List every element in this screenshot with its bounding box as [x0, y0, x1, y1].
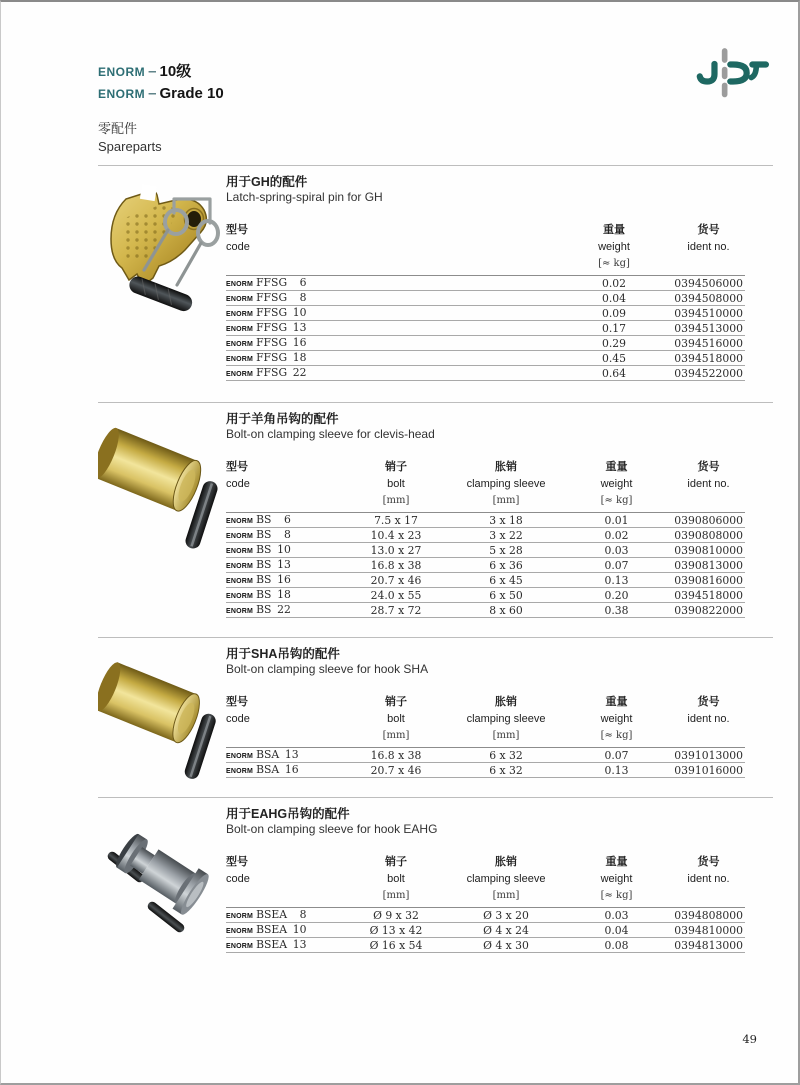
row-weight: 0.38 — [561, 603, 672, 618]
section-gh-spareparts — [98, 165, 773, 402]
row-size: 16 — [284, 763, 299, 776]
table-row — [226, 351, 745, 366]
row-series: BS — [256, 603, 272, 616]
row-sleeve: 6 x 36 — [451, 558, 561, 573]
row-ident: 0390806000 — [672, 513, 745, 528]
brand-wordmark: enorm — [226, 277, 254, 289]
brand-wordmark: enorm — [226, 939, 254, 951]
row-sleeve: Ø 4 x 24 — [451, 923, 561, 938]
column-header-clamping-sleeve: 胀销 clamping sleeve [mm] — [451, 853, 561, 908]
row-series: BSA — [256, 748, 280, 761]
row-sleeve: 3 x 22 — [451, 528, 561, 543]
column-header-bolt: 销子 bolt [mm] — [341, 693, 451, 748]
brand-wordmark: enorm — [226, 544, 254, 556]
table-row — [226, 908, 745, 923]
row-bolt: 24.0 x 55 — [341, 588, 451, 603]
row-series: BS — [256, 573, 272, 586]
row-ident: 0394516000 — [672, 336, 745, 351]
row-size: 16 — [277, 573, 291, 586]
section-divider — [98, 637, 773, 638]
brand-wordmark: enorm — [226, 604, 254, 616]
row-weight: 0.13 — [561, 763, 672, 778]
grade-cn: 10级 — [159, 63, 192, 80]
row-bolt: 13.0 x 27 — [341, 543, 451, 558]
row-weight: 0.64 — [556, 366, 672, 381]
row-bolt: 20.7 x 46 — [341, 573, 451, 588]
brand-wordmark: enorm — [226, 352, 254, 364]
table-row — [226, 603, 745, 618]
table-row — [226, 276, 745, 291]
row-series: BSEA — [256, 908, 288, 921]
brand-wordmark: enorm — [226, 307, 254, 319]
row-bolt: Ø 9 x 32 — [341, 908, 451, 923]
row-sleeve: 6 x 50 — [451, 588, 561, 603]
row-weight: 0.20 — [561, 588, 672, 603]
row-weight: 0.03 — [561, 543, 672, 558]
row-ident: 0394518000 — [672, 351, 745, 366]
row-ident: 0394813000 — [672, 938, 745, 953]
table-row — [226, 573, 745, 588]
table-row — [226, 336, 745, 351]
page-title-line2 — [98, 82, 224, 104]
row-series: BSA — [256, 763, 280, 776]
brand-wordmark: enorm — [226, 529, 254, 541]
row-series: BS — [256, 528, 272, 541]
product-photo-clamping-sleeve-bsa — [98, 645, 226, 795]
row-size: 8 — [283, 528, 291, 541]
row-ident: 0390810000 — [672, 543, 745, 558]
product-photo-clamping-sleeve-bsea — [98, 805, 226, 962]
table-row — [226, 543, 745, 558]
row-series: BS — [256, 543, 272, 556]
row-series: BS — [256, 588, 272, 601]
column-header-ident: 货号 ident no. — [672, 693, 745, 748]
table-row — [226, 513, 745, 528]
row-sleeve: 3 x 18 — [451, 513, 561, 528]
table-row — [226, 558, 745, 573]
brand-wordmark: enorm — [226, 367, 254, 379]
row-size: 13 — [292, 321, 307, 334]
row-bolt: 10.4 x 23 — [341, 528, 451, 543]
subtitle-cn: 零配件 — [98, 121, 138, 136]
brand-wordmark: enorm — [226, 292, 254, 304]
row-series: BS — [256, 513, 272, 526]
row-weight: 0.17 — [556, 321, 672, 336]
table-header-row — [226, 853, 745, 908]
jdt-logo-icon — [694, 47, 770, 104]
row-weight: 0.03 — [561, 908, 672, 923]
row-bolt: Ø 13 x 42 — [341, 923, 451, 938]
section-title-en: Bolt-on clamping sleeve for clevis-head — [226, 427, 435, 441]
row-bolt: 28.7 x 72 — [341, 603, 451, 618]
row-size: 10 — [277, 543, 291, 556]
row-sleeve: 5 x 28 — [451, 543, 561, 558]
brand-wordmark: enorm — [226, 749, 254, 761]
row-ident: 0394808000 — [672, 908, 745, 923]
table-row — [226, 588, 745, 603]
section-title-en: Bolt-on clamping sleeve for hook SHA — [226, 662, 429, 676]
spareparts-table-bsa — [226, 693, 745, 778]
table-row — [226, 748, 745, 763]
row-series: BSEA — [256, 938, 288, 951]
column-header-clamping-sleeve: 胀销 clamping sleeve [mm] — [451, 693, 561, 748]
table-header-row — [226, 458, 745, 513]
row-weight: 0.02 — [561, 528, 672, 543]
row-size: 13 — [277, 558, 291, 571]
section-divider — [98, 402, 773, 403]
row-size: 22 — [292, 366, 307, 379]
row-series: FFSG — [256, 351, 288, 364]
row-sleeve: 6 x 32 — [451, 763, 561, 778]
section-divider — [98, 165, 773, 166]
row-ident: 0391013000 — [672, 748, 745, 763]
row-ident: 0394510000 — [672, 306, 745, 321]
row-weight: 0.45 — [556, 351, 672, 366]
column-header-clamping-sleeve: 胀销 clamping sleeve [mm] — [451, 458, 561, 513]
section-bs-clevis-head — [98, 402, 773, 637]
row-sleeve: 6 x 32 — [451, 748, 561, 763]
row-size: 6 — [299, 276, 307, 289]
row-weight: 0.13 — [561, 573, 672, 588]
brand-wordmark: enorm — [226, 589, 254, 601]
row-series: FFSG — [256, 321, 288, 334]
table-header-row — [226, 693, 745, 748]
row-size: 18 — [292, 351, 307, 364]
row-size: 18 — [277, 588, 291, 601]
section-title-en: Bolt-on clamping sleeve for hook EAHG — [226, 822, 438, 836]
jdt-logo-graphic — [694, 47, 770, 99]
table-row — [226, 306, 745, 321]
column-header-code: 型号 code — [226, 458, 341, 513]
row-ident: 0394810000 — [672, 923, 745, 938]
title-dash: – — [148, 63, 157, 80]
row-bolt: 16.8 x 38 — [341, 558, 451, 573]
table-row — [226, 366, 745, 381]
column-header-weight: 重量 weight [≈ kg] — [561, 458, 672, 513]
row-series: FFSG — [256, 336, 288, 349]
subtitle-en: Spareparts — [98, 139, 162, 154]
row-weight: 0.09 — [556, 306, 672, 321]
row-ident: 0394518000 — [672, 588, 745, 603]
row-ident: 0394513000 — [672, 321, 745, 336]
row-sleeve: 6 x 45 — [451, 573, 561, 588]
brand-wordmark: enorm — [226, 322, 254, 334]
section-title-cn: 用于SHA吊钩的配件 — [226, 647, 340, 661]
row-size: 10 — [292, 923, 307, 936]
row-ident: 0391016000 — [672, 763, 745, 778]
row-size: 10 — [292, 306, 307, 319]
row-series: FFSG — [256, 276, 288, 289]
section-title-en: Latch-spring-spiral pin for GH — [226, 190, 383, 204]
row-series: FFSG — [256, 306, 288, 319]
brand-wordmark: enorm — [226, 764, 254, 776]
row-ident: 0394506000 — [672, 276, 745, 291]
column-header-bolt: 销子 bolt [mm] — [341, 853, 451, 908]
section-divider — [98, 797, 773, 798]
row-ident: 0390813000 — [672, 558, 745, 573]
column-header-weight: 重量 weight [≈ kg] — [561, 693, 672, 748]
spareparts-table-gh — [226, 221, 745, 381]
row-series: FFSG — [256, 366, 288, 379]
row-bolt: 16.8 x 38 — [341, 748, 451, 763]
column-header-code: 型号 code — [226, 853, 341, 908]
table-row — [226, 291, 745, 306]
row-series: FFSG — [256, 291, 288, 304]
row-size: 22 — [277, 603, 291, 616]
column-header-code: 型号 code — [226, 221, 556, 276]
row-size: 6 — [283, 513, 291, 526]
row-weight: 0.04 — [556, 291, 672, 306]
product-photo-clamping-sleeve-bs — [98, 410, 226, 565]
row-bolt: Ø 16 x 54 — [341, 938, 451, 953]
row-size: 8 — [299, 908, 307, 921]
row-ident: 0394522000 — [672, 366, 745, 381]
table-header-row — [226, 221, 745, 276]
row-sleeve: 8 x 60 — [451, 603, 561, 618]
brand-wordmark: enorm — [226, 574, 254, 586]
row-ident: 0390816000 — [672, 573, 745, 588]
row-bolt: 20.7 x 46 — [341, 763, 451, 778]
grade-en: Grade 10 — [159, 85, 224, 102]
brand-wordmark: enorm — [226, 559, 254, 571]
page-number: 49 — [742, 1032, 757, 1046]
column-header-ident: 货号 ident no. — [672, 458, 745, 513]
row-weight: 0.29 — [556, 336, 672, 351]
row-size: 13 — [284, 748, 299, 761]
section-bsa-hook-sha — [98, 637, 773, 797]
row-weight: 0.02 — [556, 276, 672, 291]
product-photo-latch-spring-spiral-pin — [98, 173, 226, 330]
spareparts-table-bsea — [226, 853, 745, 953]
brand-wordmark: enorm — [98, 83, 146, 102]
brand-wordmark: enorm — [226, 337, 254, 349]
brand-wordmark: enorm — [226, 514, 254, 526]
row-size: 8 — [299, 291, 307, 304]
table-row — [226, 321, 745, 336]
table-row — [226, 938, 745, 953]
row-ident: 0390822000 — [672, 603, 745, 618]
page-title-line1 — [98, 60, 224, 82]
brand-wordmark: enorm — [98, 61, 146, 80]
column-header-ident: 货号 ident no. — [672, 221, 745, 276]
row-series: BSEA — [256, 923, 288, 936]
row-series: BS — [256, 558, 272, 571]
section-title-cn: 用于EAHG吊钩的配件 — [226, 807, 350, 821]
section-bsea-hook-eahg — [98, 797, 773, 997]
row-sleeve: Ø 3 x 20 — [451, 908, 561, 923]
row-bolt: 7.5 x 17 — [341, 513, 451, 528]
page-subtitle — [98, 120, 162, 156]
row-size: 13 — [292, 938, 307, 951]
title-dash: – — [148, 85, 157, 102]
spareparts-table-bs — [226, 458, 745, 618]
row-weight: 0.04 — [561, 923, 672, 938]
row-weight: 0.07 — [561, 748, 672, 763]
column-header-code: 型号 code — [226, 693, 341, 748]
row-ident: 0394508000 — [672, 291, 745, 306]
row-weight: 0.07 — [561, 558, 672, 573]
brand-wordmark: enorm — [226, 909, 254, 921]
brand-wordmark: enorm — [226, 924, 254, 936]
section-title-cn: 用于羊角吊钩的配件 — [226, 412, 339, 426]
row-ident: 0390808000 — [672, 528, 745, 543]
column-header-weight: 重量 weight [≈ kg] — [556, 221, 672, 276]
row-sleeve: Ø 4 x 30 — [451, 938, 561, 953]
table-row — [226, 528, 745, 543]
column-header-ident: 货号 ident no. — [672, 853, 745, 908]
table-row — [226, 763, 745, 778]
row-weight: 0.08 — [561, 938, 672, 953]
row-weight: 0.01 — [561, 513, 672, 528]
table-row — [226, 923, 745, 938]
column-header-weight: 重量 weight [≈ kg] — [561, 853, 672, 908]
column-header-bolt: 销子 bolt [mm] — [341, 458, 451, 513]
row-size: 16 — [292, 336, 307, 349]
page-title — [98, 60, 224, 104]
section-title-cn: 用于GH的配件 — [226, 175, 308, 189]
